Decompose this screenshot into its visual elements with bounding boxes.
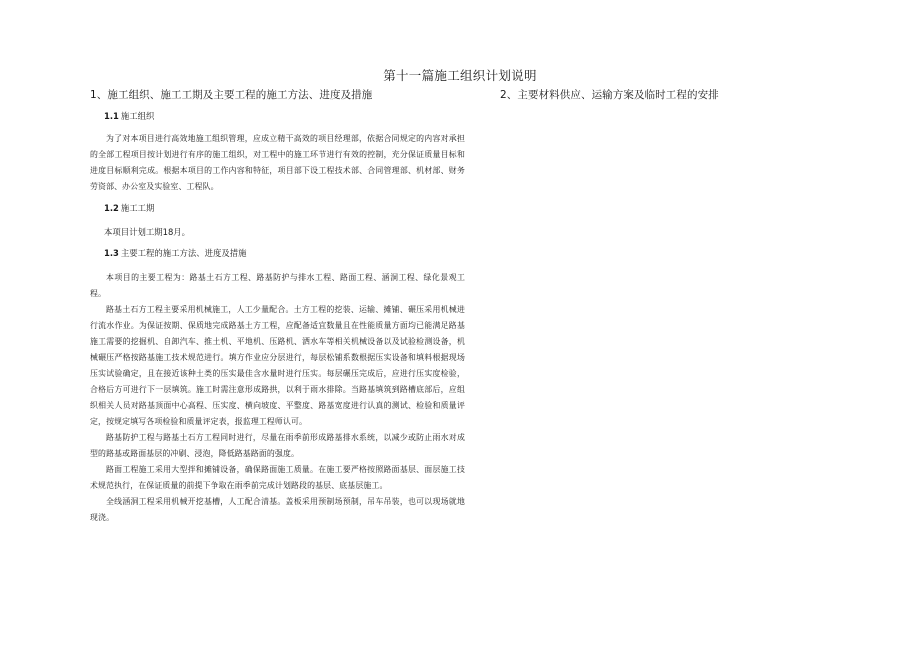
subsection-title: 施工组织 <box>120 111 155 121</box>
section-1-heading: 1、施工组织、施工工期及主要工程的施工方法、进度及措施 <box>90 89 373 101</box>
subsection-title: 主要工程的施工方法、进度及措施 <box>120 248 247 258</box>
section-2-heading: 2、主要材料供应、运输方案及临时工程的安排 <box>500 89 719 101</box>
subsection-number: 1.3 <box>104 248 119 258</box>
subsection-title: 施工工期 <box>120 203 155 213</box>
subsection-number: 1.2 <box>104 203 119 213</box>
document-title: 第十一篇施工组织计划说明 <box>383 68 537 83</box>
duration-text-before: 本项目计划工期 <box>104 227 163 237</box>
section-1-body <box>90 104 465 526</box>
subsection-1-3-heading <box>104 247 465 259</box>
subsection-1-3-paragraph: 全线涵洞工程采用机械开挖基槽，人工配合清基。盖板采用预制场预制，吊车吊装，也可以现场就地现浇。 <box>90 497 465 522</box>
duration-text-after: 月。 <box>173 227 191 237</box>
subsection-number: 1.1 <box>104 111 119 121</box>
subsection-1-3-paragraph: 本项目的主要工程为：路基土石方工程、路基防护与排水工程、路面工程、涵洞工程、绿化景观工程。 <box>90 273 465 298</box>
subsection-1-2-paragraph <box>104 226 465 238</box>
duration-number: 18 <box>162 227 174 237</box>
subsection-1-1-paragraph: 为了对本项目进行高效地施工组织管理，应成立精干高效的项目经理部，依据合同规定的内容对承担的全部工程项目按计划进行有序的施工组织，对工程中的施工环节进行有效的控制，充分保证质量目标和进度目标顺利完成。根据本项目的工作内容和特征，项目部下设工程技术部、合同管理部、机材部、财务劳资部、办公室及实验室、工程队。 <box>90 134 465 191</box>
subsection-1-3-paragraph: 路面工程施工采用大型拌和摊铺设备，确保路面施工质量。在施工要严格按照路面基层、面层施工技术规范执行，在保证质量的前提下争取在雨季前完成计划路段的基层、底基层施工。 <box>90 465 465 490</box>
subsection-1-3-paragraph: 路基防护工程与路基土石方工程同时进行，尽量在雨季前形成路基排水系统，以减少或防止雨水对成型的路基或路面基层的冲刷、浸泡，降低路基路面的强度。 <box>90 433 465 458</box>
subsection-1-2-heading <box>104 202 465 214</box>
subsection-1-1-heading <box>104 110 465 122</box>
subsection-1-3-paragraph: 路基土石方工程主要采用机械施工，人工少量配合。土方工程的挖装、运输、摊铺、碾压采用机械进行流水作业。为保证按期、保质地完成路基土方工程，应配备适宜数量且在性能质量方面均已能满足路基施工需要的挖掘机、自卸汽车、推土机、平地机、压路机、洒水车等相关机械设备以及试验检测设备，机械碾压严格按路基施工技术规范进行。填方作业应分层进行，每层松铺系数根据压实设备和填料根据现场压实试验确定，且在接近该种土类的压实最佳含水量时进行压实。每层碾压完成后，应进行压实度检验，合格后方可进行下一层填筑。施工时需注意形成路拱，以利于雨水排除。当路基填筑到路槽底部后，应组织相关人员对路基顶面中心高程、压实度、横向坡度、平整度、路基宽度进行认真的测试、检验和质量评定，按规定填写各项检验和质量评定表，报监理工程师认可。 <box>90 305 465 426</box>
